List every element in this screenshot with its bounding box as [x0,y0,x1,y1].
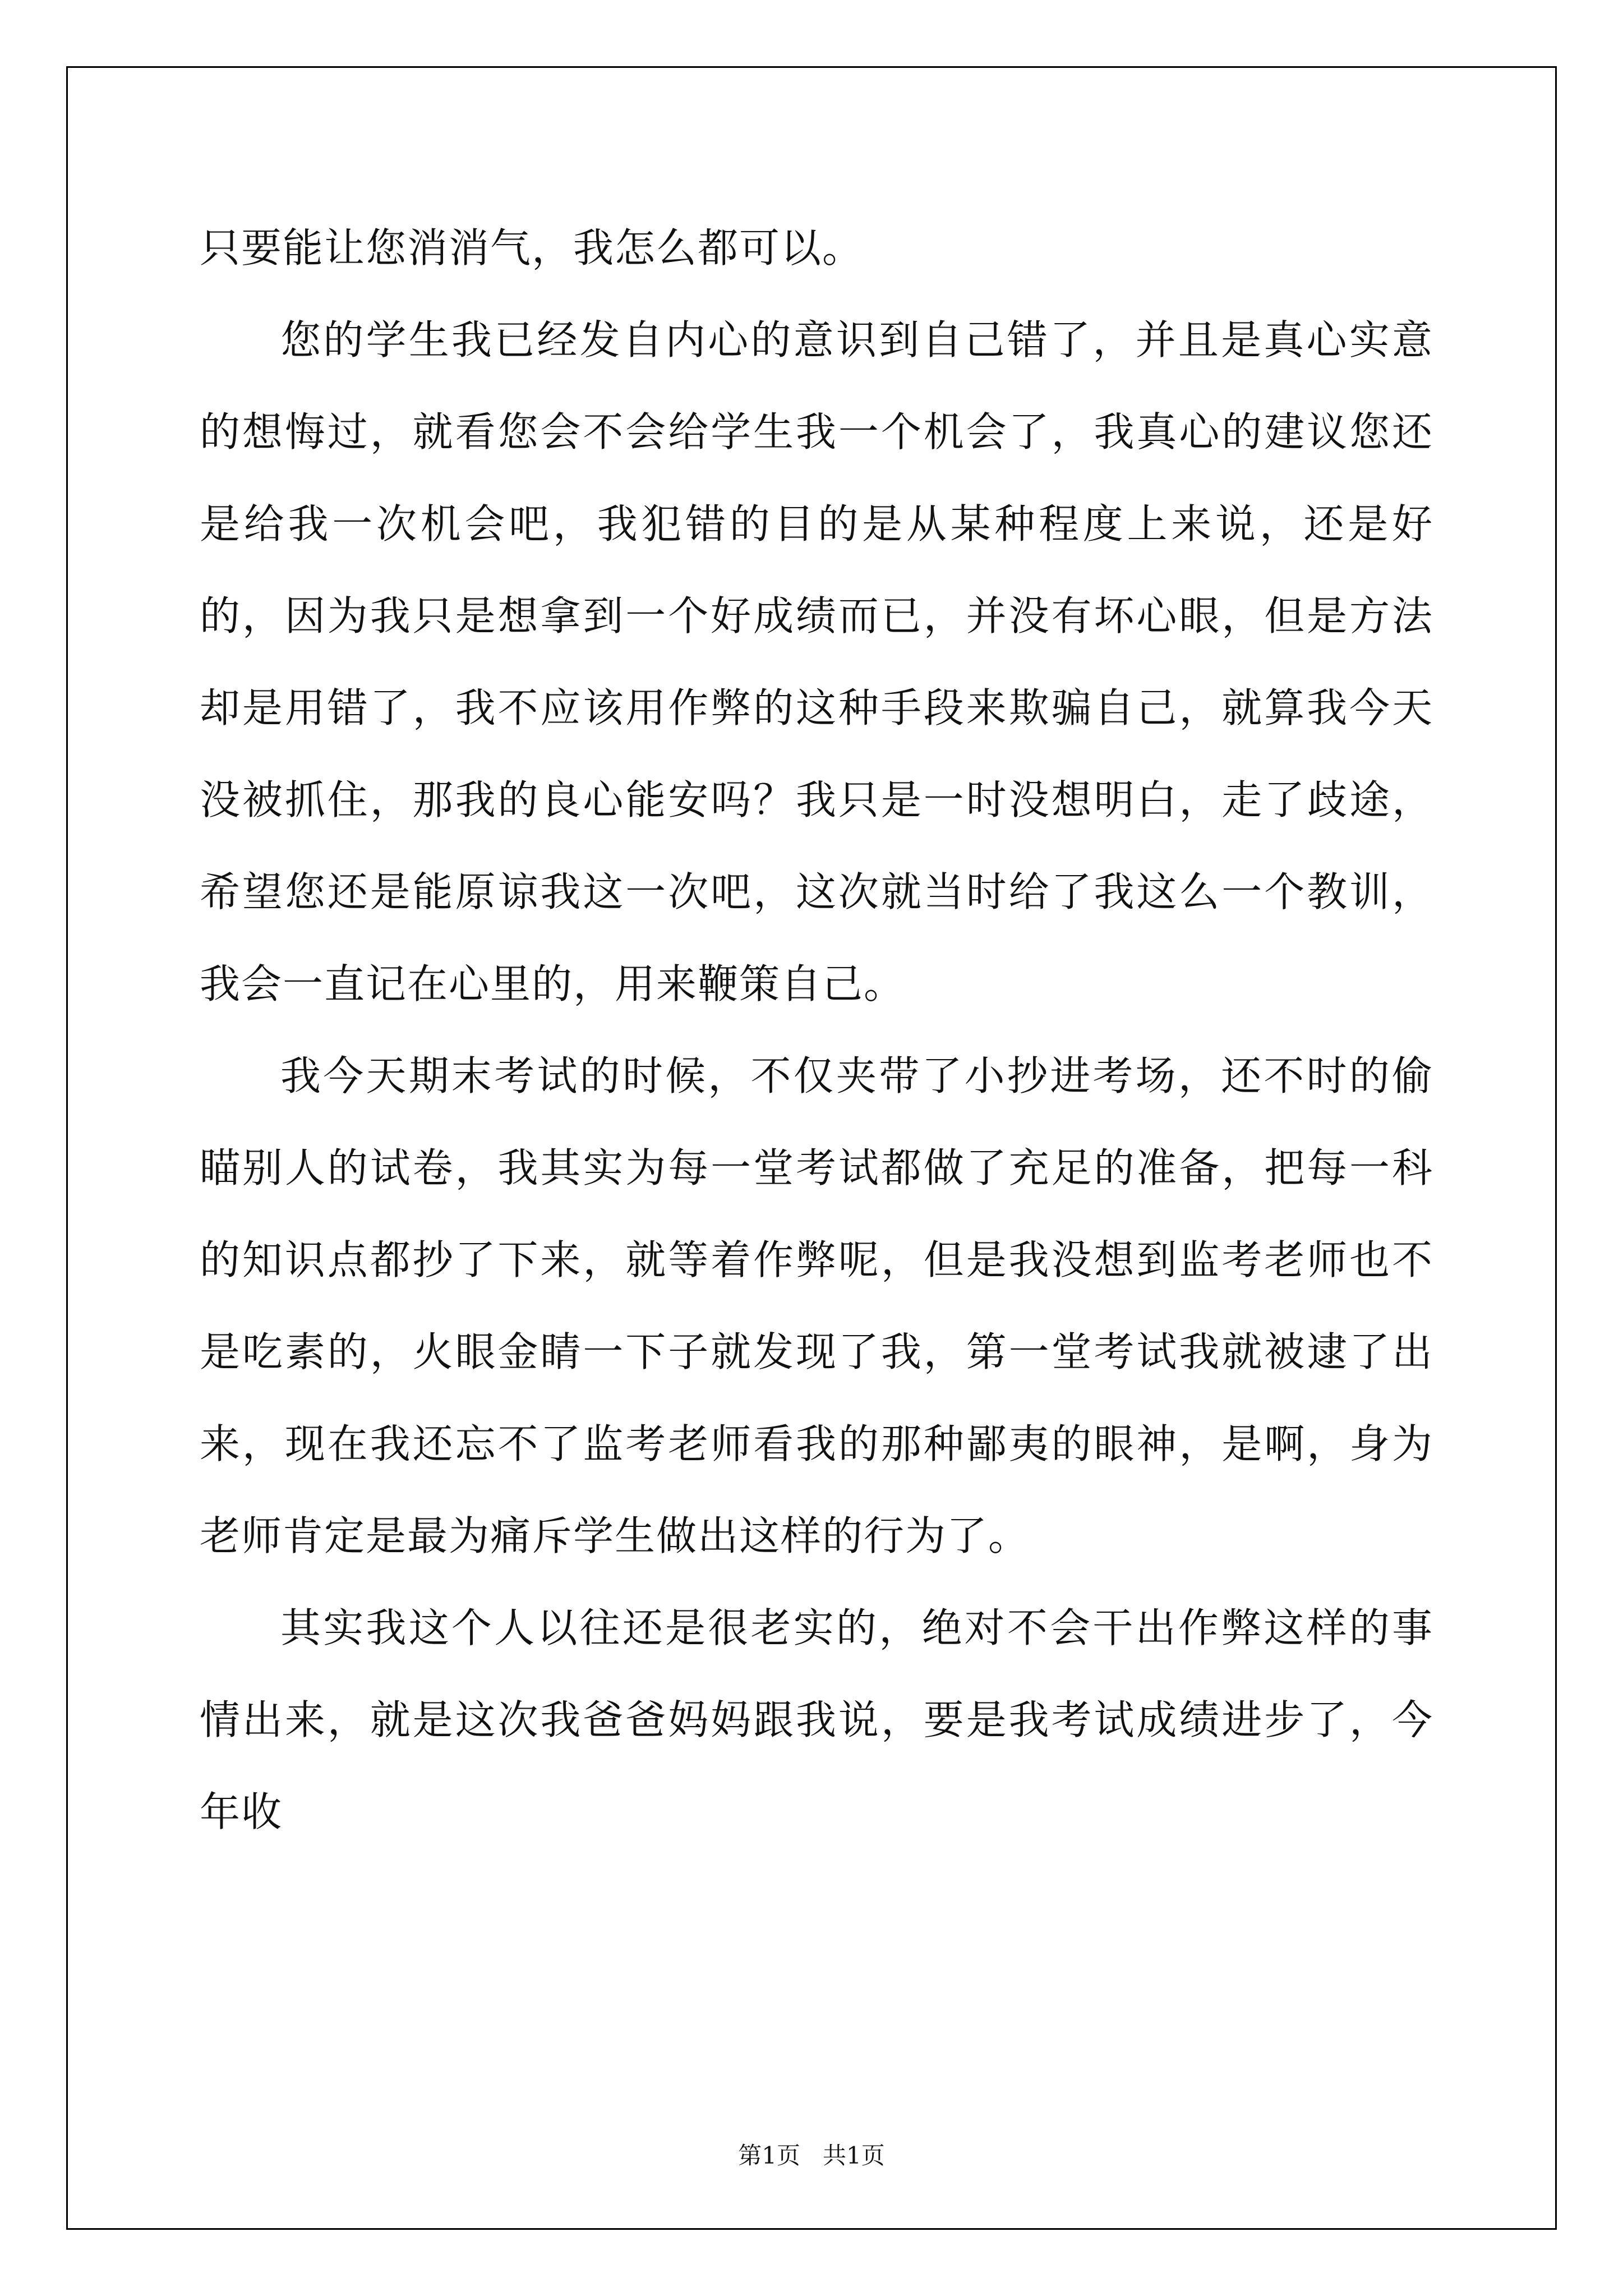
paragraph-1: 只要能让您消消气，我怎么都可以。 [200,224,864,272]
paragraph-3: 我今天期末考试的时候，不仅夹带了小抄进考场，还不时的偷瞄别人的试卷，我其实为每一堂考试都做了充足的准备，把每一科的知识点都抄了下来，就等着作弊呢，但是我没想到监考老师也不是吃素的，火眼金睛一下子就发现了我，第一堂考试我就被逮了出来，现在我还忘不了监考老师看我的那种鄙夷的眼神，是啊，身为老师肯定是最为痛斥学生做出这样的行为了。 [200,1052,1433,1559]
page-number-footer: 第1页 共1页 [738,2142,885,2169]
document-body [200,202,1433,1858]
paragraph-4: 其实我这个人以往还是很老实的，绝对不会干出作弊这样的事情出来，就是这次我爸爸妈妈跟我说，要是我考试成绩进步了，今年收 [200,1604,1433,1835]
paragraph-2: 您的学生我已经发自内心的意识到自己错了，并且是真心实意的想悔过，就看您会不会给学生我一个机会了，我真心的建议您还是给我一次机会吧，我犯错的目的是从某种程度上来说，还是好的，因为我只是想拿到一个好成绩而已，并没有坏心眼，但是方法却是用错了，我不应该用作弊的这种手段来欺骗自己，就算我今天没被抓住，那我的良心能安吗？我只是一时没想明白，走了歧途，希望您还是能原谅我这一次吧，这次就当时给了我这么一个教训，我会一直记在心里的，用来鞭策自己。 [200,316,1433,1007]
